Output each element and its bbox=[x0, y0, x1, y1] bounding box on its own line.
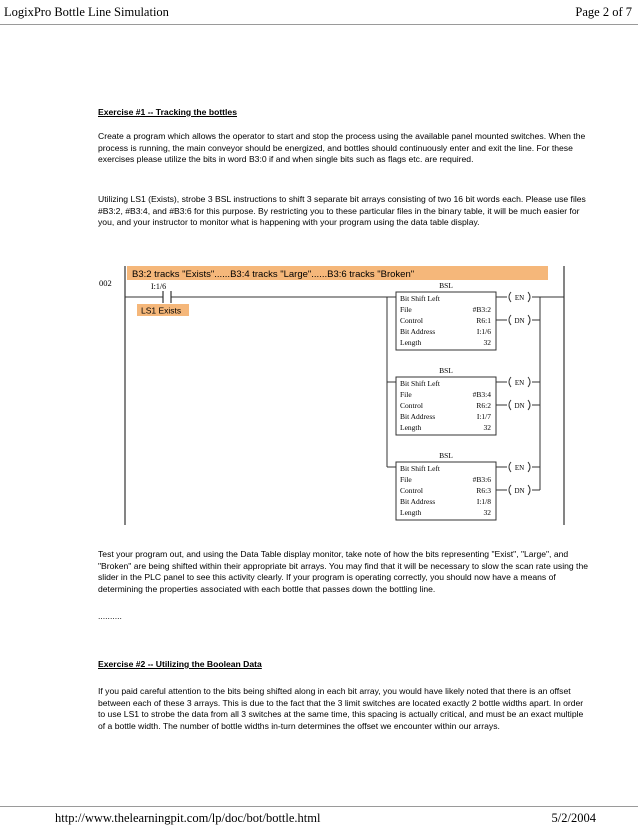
dn-output-3: DN bbox=[514, 487, 525, 495]
dn-coil-left-1 bbox=[509, 315, 511, 325]
bsl-type-3: BSL bbox=[439, 451, 453, 460]
test-paragraph: Test your program out, and using the Data Table display monitor, take note of how the bits representing "Exist", "Large", and "Broken" are being shifted within their appropriate bit arrays. You may find that it will be necessary to slow the scan rate using the slider in the PLC panel to see this activity clearly. If your program is operating correctly, you should now have a means of determining the properties associated with each bottle that passes down the bottling line. bbox=[98, 549, 589, 594]
document-title: LogixPro Bottle Line Simulation bbox=[4, 5, 169, 19]
bsl-file-3: #B3:6 bbox=[472, 475, 491, 484]
bsl-bit-address-1: I:1/6 bbox=[476, 327, 491, 336]
exercise1-paragraph-2: Utilizing LS1 (Exists), strobe 3 BSL instructions to shift 3 separate bit arrays consisting of two 16 bit words each. Please use files #B3:2, #B3:4, and #B3:6 for this purpose. By restricting you to these particular files in the binary table, it will be much easier for you, and your instructor to monitor what is happening with your program using the data table display. bbox=[98, 194, 586, 228]
contact-address: I:1/6 bbox=[151, 282, 167, 291]
en-coil-left-1 bbox=[509, 292, 511, 302]
dn-coil-right-1 bbox=[528, 315, 530, 325]
bsl-control-label-3: Control bbox=[400, 486, 423, 495]
bsl-length-2: 32 bbox=[483, 423, 491, 432]
bsl-length-label-2: Length bbox=[400, 423, 422, 432]
en-coil-left-2 bbox=[509, 377, 511, 387]
dn-coil-right-3 bbox=[528, 485, 530, 495]
bsl-length-label-1: Length bbox=[400, 338, 422, 347]
bsl-bit-address-label-3: Bit Address bbox=[400, 497, 436, 506]
page-header bbox=[0, 0, 638, 25]
bsl-file-label-1: File bbox=[400, 305, 412, 314]
dn-coil-left-3 bbox=[509, 485, 511, 495]
bsl-control-label-2: Control bbox=[400, 401, 423, 410]
bsl-length-3: 32 bbox=[483, 508, 491, 517]
bsl-bit-address-2: I:1/7 bbox=[476, 412, 491, 421]
print-date: 5/2/2004 bbox=[551, 811, 596, 825]
bsl-type-2: BSL bbox=[439, 366, 453, 375]
exercise1-paragraph-1: Create a program which allows the operator to start and stop the process using the available panel mounted switches. When the process is running, the main conveyor should be energized, and bottles should continuously enter and exit the line. For these exercises please utilize the bits in word B3:0 if and when single bits such as flags etc. are required. bbox=[98, 131, 586, 165]
exercise2-title: Exercise #2 -- Utilizing the Boolean Data bbox=[98, 659, 262, 669]
bsl-name-2: Bit Shift Left bbox=[400, 379, 440, 388]
en-output-1: EN bbox=[514, 294, 525, 302]
bsl-length-label-3: Length bbox=[400, 508, 422, 517]
rung-comment: B3:2 tracks "Exists"......B3:4 tracks "Large"......B3:6 tracks "Broken" bbox=[132, 269, 415, 280]
bsl-bit-address-3: I:1/8 bbox=[476, 497, 491, 506]
bsl-type-1: BSL bbox=[439, 281, 453, 290]
bsl-file-1: #B3:2 bbox=[472, 305, 491, 314]
bsl-control-label-1: Control bbox=[400, 316, 423, 325]
dn-coil-right-2 bbox=[528, 400, 530, 410]
en-output-2: EN bbox=[514, 379, 525, 387]
bsl-bit-address-label-2: Bit Address bbox=[400, 412, 436, 421]
contact-label: LS1 Exists bbox=[141, 305, 182, 316]
source-url: http://www.thelearningpit.com/lp/doc/bot/bottle.html bbox=[55, 811, 321, 825]
en-coil-right-3 bbox=[528, 462, 530, 472]
ellipsis: .......... bbox=[98, 611, 122, 621]
dn-coil-left-2 bbox=[509, 400, 511, 410]
bsl-file-label-2: File bbox=[400, 390, 412, 399]
page-footer bbox=[0, 806, 638, 827]
bsl-control-3: R6:3 bbox=[476, 486, 491, 495]
page-number: Page 2 of 7 bbox=[575, 5, 632, 19]
en-output-3: EN bbox=[514, 464, 525, 472]
dn-output-1: DN bbox=[514, 317, 525, 325]
dn-output-2: DN bbox=[514, 402, 525, 410]
bsl-length-1: 32 bbox=[483, 338, 491, 347]
bsl-file-2: #B3:4 bbox=[472, 390, 491, 399]
en-coil-right-2 bbox=[528, 377, 530, 387]
bsl-name-1: Bit Shift Left bbox=[400, 294, 440, 303]
bsl-file-label-3: File bbox=[400, 475, 412, 484]
rung-number: 002 bbox=[99, 278, 112, 288]
en-coil-right-1 bbox=[528, 292, 530, 302]
bsl-control-2: R6:2 bbox=[476, 401, 491, 410]
bsl-control-1: R6:1 bbox=[476, 316, 491, 325]
en-coil-left-3 bbox=[509, 462, 511, 472]
exercise1-title: Exercise #1 -- Tracking the bottles bbox=[98, 107, 237, 117]
ladder-logic-rung bbox=[99, 264, 577, 527]
exercise2-paragraph-1: If you paid careful attention to the bits being shifted along in each bit array, you would have likely noted that there is an offset between each of these 3 arrays. This is due to the fact that the 3 limit switches are located exactly 2 bottle widths apart. In order to use LS1 to strobe the data from all 3 switches at the same time, this spacing is actually critical, and must be an exact multiple of a bottle width. The number of bottle widths in-turn determines the offset we encounter within our arrays. bbox=[98, 686, 584, 731]
bsl-name-3: Bit Shift Left bbox=[400, 464, 440, 473]
bsl-bit-address-label-1: Bit Address bbox=[400, 327, 436, 336]
